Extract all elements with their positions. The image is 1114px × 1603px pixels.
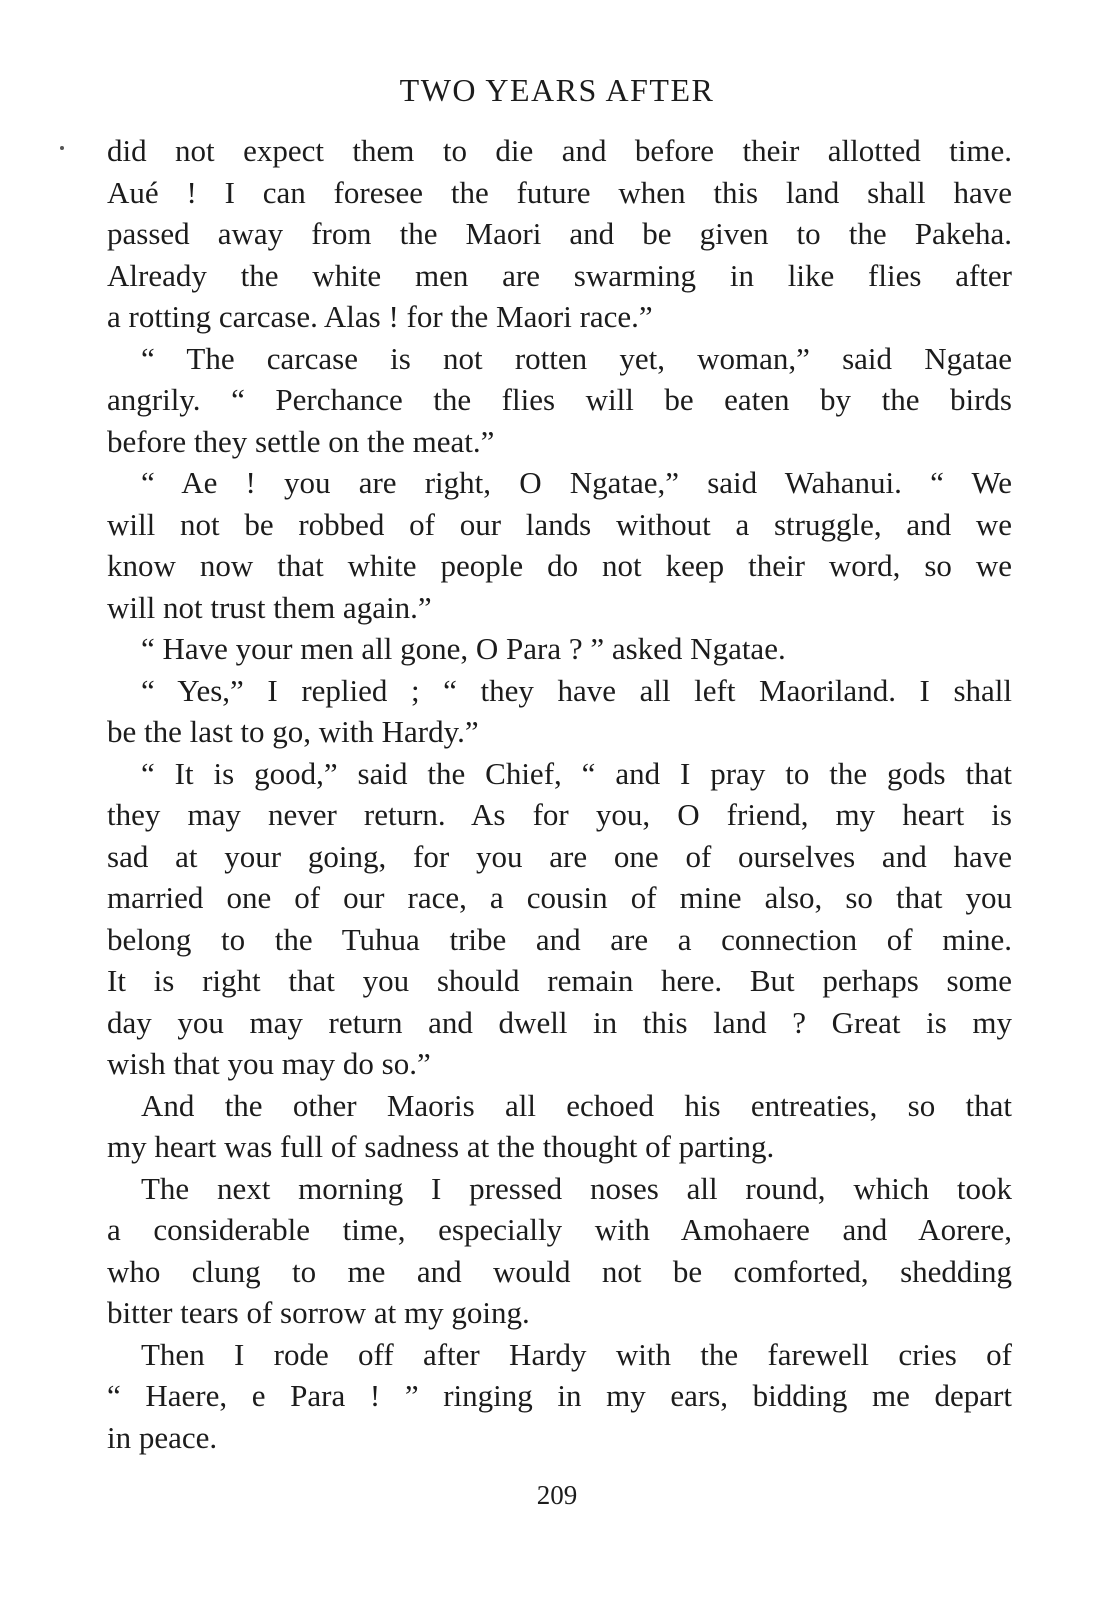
text-line: married one of our race, a cousin of mine also, so that you [107, 880, 1012, 915]
text-line: “ Yes,” I replied ; “ they have all left Maoriland. I shall [141, 672, 1012, 708]
body-text [107, 130, 1012, 1458]
margin-speck [60, 146, 64, 150]
text-line: a considerable time, especially with Amohaere and Aorere, [107, 1212, 1012, 1247]
text-line: “ It is good,” said the Chief, “ and I pray to the gods that [141, 755, 1012, 791]
text-line: who clung to me and would not be comforted, shedding [107, 1253, 1012, 1289]
text-line: bitter tears of sorrow at my going. [107, 1295, 530, 1330]
text-line: And the other Maoris all echoed his entreaties, so that [141, 1087, 1012, 1123]
text-line: “ Ae ! you are right, O Ngatae,” said Wahanui. “ We [141, 465, 1012, 500]
text-line: belong to the Tuhua tribe and are a connection of mine. [107, 921, 1012, 957]
text-line: Then I rode off after Hardy with the farewell cries of [141, 1336, 1012, 1372]
text-line: know now that white people do not keep their word, so we [107, 548, 1012, 583]
page-number: 209 [536, 1480, 578, 1510]
running-head: TWO YEARS AFTER [399, 72, 715, 108]
text-line: passed away from the Maori and be given to the Pakeha. [107, 216, 1012, 251]
text-line: my heart was full of sadness at the thought of parting. [107, 1129, 775, 1164]
text-line: be the last to go, with Hardy.” [107, 714, 479, 749]
text-line: did not expect them to die and before their allotted time. [107, 133, 1012, 168]
text-line: will not be robbed of our lands without a struggle, and we [107, 506, 1012, 542]
text-line: sad at your going, for you are one of ourselves and have [107, 838, 1012, 874]
text-line: they may never return. As for you, O friend, my heart is [107, 797, 1012, 832]
text-line: “ Have your men all gone, O Para ? ” asked Ngatae. [141, 631, 786, 666]
text-line: “ Haere, e Para ! ” ringing in my ears, bidding me depart [107, 1378, 1012, 1413]
text-line: Aué ! I can foresee the future when this land shall have [107, 174, 1012, 210]
text-line: angrily. “ Perchance the flies will be eaten by the birds [107, 382, 1012, 417]
text-line: before they settle on the meat.” [107, 423, 495, 459]
text-line: Already the white men are swarming in like flies after [107, 257, 1012, 293]
text-line: It is right that you should remain here. But perhaps some [107, 963, 1012, 998]
text-line: in peace. [107, 1419, 218, 1455]
text-line: The next morning I pressed noses all round, which took [141, 1170, 1012, 1206]
text-line: wish that you may do so.” [107, 1046, 431, 1081]
text-line: a rotting carcase. Alas ! for the Maori race.” [107, 299, 653, 334]
text-line: will not trust them again.” [107, 589, 432, 625]
text-line: day you may return and dwell in this land ? Great is my [107, 1004, 1012, 1040]
text-line: “ The carcase is not rotten yet, woman,” said Ngatae [141, 340, 1012, 376]
